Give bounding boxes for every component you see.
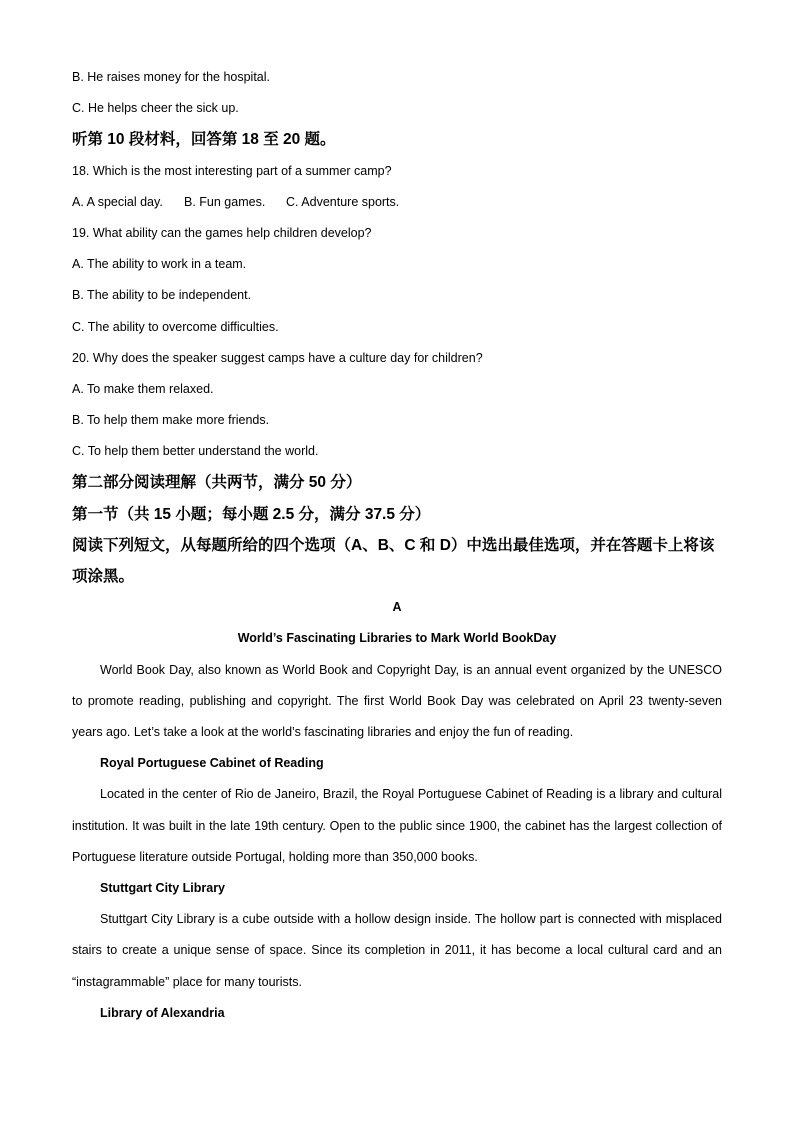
passage-label: A [392,600,402,615]
q20-option-a: A. To make them relaxed. [72,381,214,396]
reading-instructions: 阅读下列短文，从每题所给的四个选项（A、B、C 和 D）中选出最佳选项，并在答题卡上将该项涂黑。 [72,536,715,586]
q19-option-c: C. The ability to overcome difficulties. [72,319,279,334]
q20-option-c: C. To help them better understand the world. [72,444,319,459]
library-text-stuttgart: Stuttgart City Library is a cube outside with a hollow design inside. The hollow part is connected with misplaced stairs to create a unique sense of space. Since its completion in 2011, it has become a local cultural card and an “instagrammable” place for many tourists. [72,912,722,989]
q18-option-b: B. Fun games. [184,194,266,209]
reading-part-heading: 第二部分阅读理解（共两节，满分 50 分） [72,474,362,492]
passage-title: World’s Fascinating Libraries to Mark World BookDay [237,631,557,646]
reading-section-heading: 第一节（共 15 小题；每小题 2.5 分，满分 37.5 分） [72,505,431,523]
library-text-royal-portuguese: Located in the center of Rio de Janeiro, Brazil, the Royal Portuguese Cabinet of Reading is a library and cultural institution. It was built in the late 19th century. Open to the public since 1900, the cabinet has the largest collection of Portuguese literature outside Portugal, holding more than 350,000 books. [72,787,722,864]
section10-heading: 听第 10 段材料，回答第 18 至 20 题。 [72,131,336,149]
q17-option-b: B. He raises money for the hospital. [72,70,271,84]
q19-option-b: B. The ability to be independent. [72,288,252,303]
q20-option-b: B. To help them make more friends. [72,413,270,428]
q18-option-c: C. Adventure sports. [286,194,400,209]
library-heading-alexandria: Library of Alexandria [100,1005,225,1020]
q19-question: 19. What ability can the games help children develop? [72,225,372,240]
q18-options [72,187,722,218]
library-heading-stuttgart: Stuttgart City Library [100,881,226,895]
q17-option-c: C. He helps cheer the sick up. [72,101,239,116]
q19-option-a: A. The ability to work in a team. [72,257,247,272]
q18-option-a: A. A special day. [72,194,163,209]
document-page [72,62,722,1029]
library-heading-royal-portuguese: Royal Portuguese Cabinet of Reading [100,756,324,771]
q18-question: 18. Which is the most interesting part of a summer camp? [72,163,392,178]
passage-intro: World Book Day, also known as World Book and Copyright Day, is an annual event organized by the UNESCO to promote reading, publishing and copyright. The first World Book Day was celebrated on April 23 twenty-seven years ago. Let’s take a look at the world’s fascinating libraries and enjoy the fun of reading. [72,662,722,739]
q20-question: 20. Why does the speaker suggest camps have a culture day for children? [72,350,483,365]
